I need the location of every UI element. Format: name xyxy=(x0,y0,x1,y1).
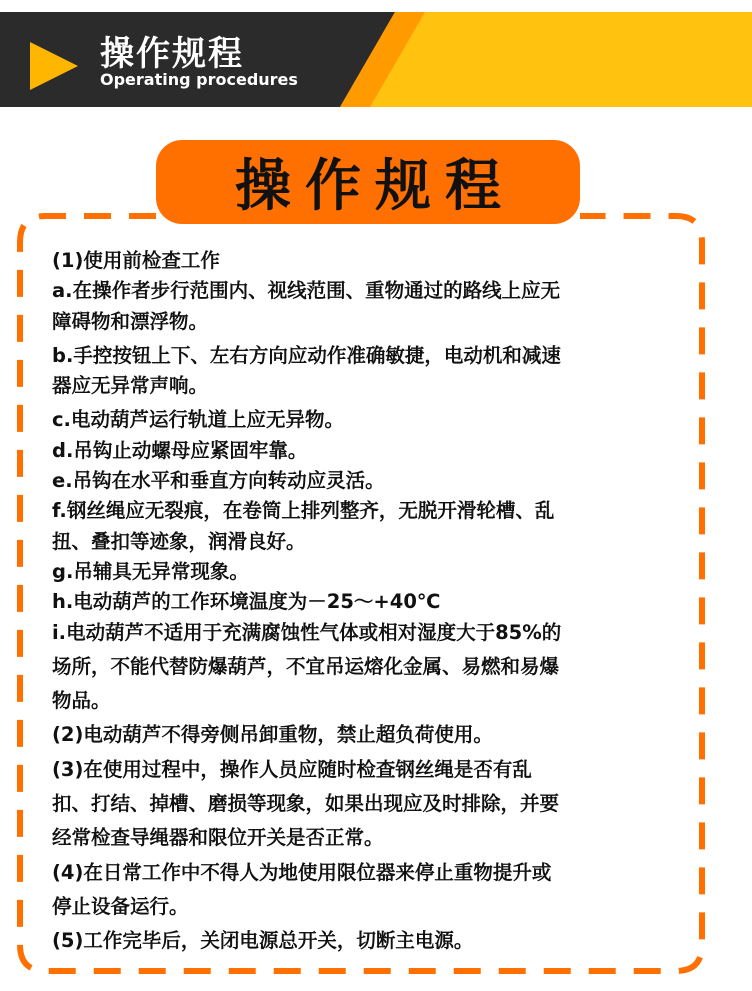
list-item: (3)在使用过程中，操作人员应随时检查钢丝绳是否有乱 xyxy=(52,757,532,781)
list-item: 停止设备运行。 xyxy=(52,894,189,918)
list-item: (1)使用前检查工作 xyxy=(52,249,220,272)
section-title: 操作规程 xyxy=(235,154,515,219)
procedure-text xyxy=(52,246,702,957)
list-item: b.手控按钮上下、左右方向应动作准确敏捷，电动机和减速 xyxy=(52,343,561,367)
list-item: 场所，不能代替防爆葫芦，不宜吊运熔化金属、易燃和易爆 xyxy=(52,654,560,678)
header-banner xyxy=(0,12,752,107)
list-item: h.电动葫芦的工作环境温度为－25～+40℃ xyxy=(52,590,441,614)
list-item: c.电动葫芦运行轨道上应无异物。 xyxy=(52,408,344,432)
list-item: 障碍物和漂浮物。 xyxy=(52,309,209,333)
banner-subtitle: Operating procedures xyxy=(100,70,298,89)
list-item: i.电动葫芦不适用于充满腐蚀性气体或相对湿度大于85%的 xyxy=(52,620,562,644)
list-item: d.吊钩止动螺母应紧固牢靠。 xyxy=(52,438,308,462)
list-item: 扣、打结、掉槽、磨损等现象，如果出现应及时排除，并要 xyxy=(52,792,560,816)
list-item: (5)工作完毕后，关闭电源总开关，切断主电源。 xyxy=(52,929,474,953)
banner-title: 操作规程 xyxy=(100,34,244,74)
list-item: f.钢丝绳应无裂痕，在卷筒上排列整齐，无脱开滑轮槽、乱 xyxy=(52,499,555,523)
list-item: (2)电动葫芦不得旁侧吊卸重物，禁止超负荷使用。 xyxy=(52,723,493,747)
list-item: 扭、叠扣等迹象，润滑良好。 xyxy=(52,529,306,553)
list-item: (4)在日常工作中不得人为地使用限位器来停止重物提升或 xyxy=(52,860,552,884)
list-item: g.吊辅具无异常现象。 xyxy=(52,559,249,583)
list-item: 经常检查导绳器和限位开关是否正常。 xyxy=(52,826,384,850)
play-arrow-icon xyxy=(30,42,78,90)
list-item: 物品。 xyxy=(52,689,111,713)
list-item: e.吊钩在水平和垂直方向转动应灵活。 xyxy=(52,469,385,493)
list-item: 器应无异常声响。 xyxy=(52,374,209,398)
list-item: a.在操作者步行范围内、视线范围、重物通过的路线上应无 xyxy=(52,279,561,303)
